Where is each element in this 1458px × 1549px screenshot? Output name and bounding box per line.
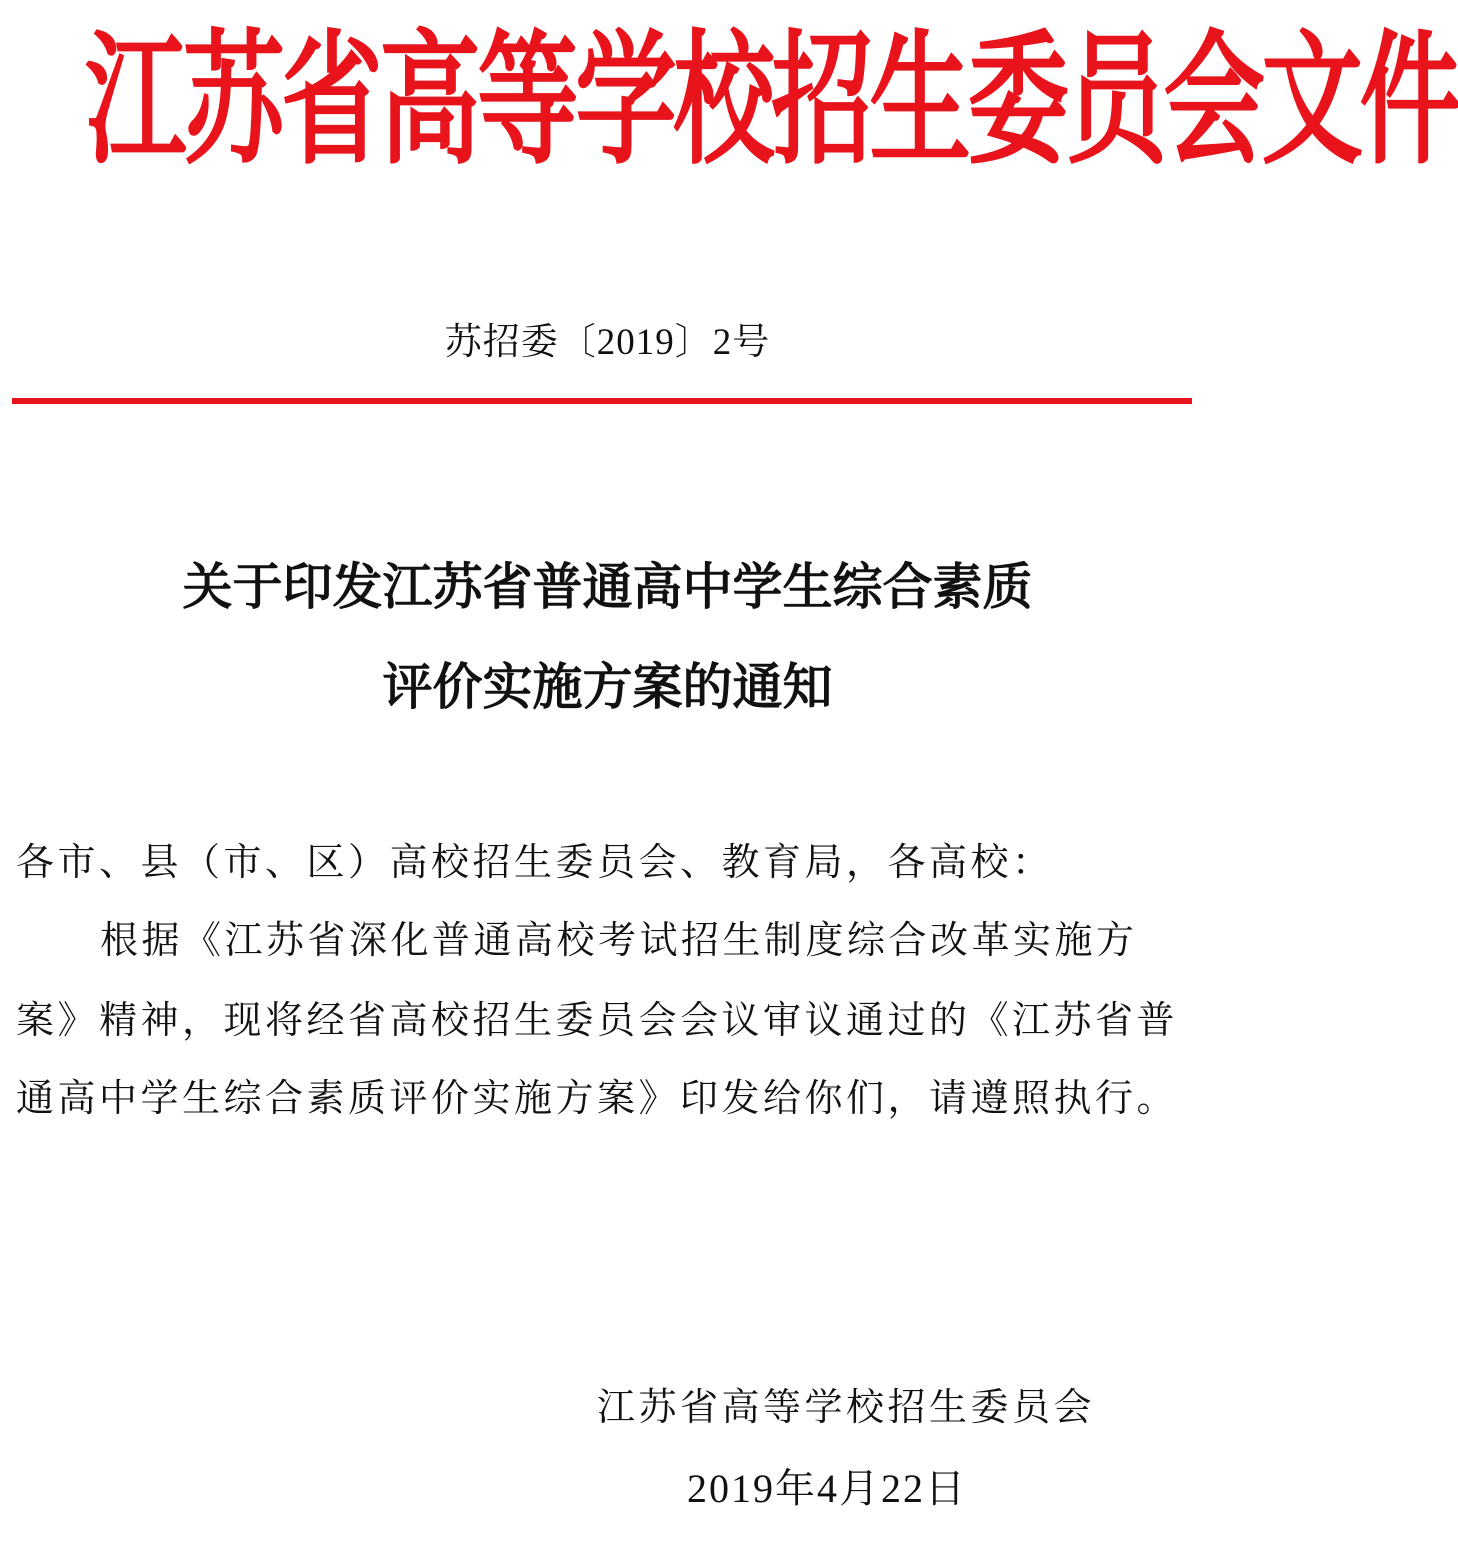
notice-title-line-1: 关于印发江苏省普通高中学生综合素质: [182, 557, 1033, 616]
signatory-name: 江苏省高等学校招生委员会: [597, 1385, 1096, 1429]
body-paragraph-line-1: 根据《江苏省深化普通高校考试招生制度综合改革实施方: [100, 918, 1138, 962]
body-paragraph-line-2: 案》精神，现将经省高校招生委员会会议审议通过的《江苏省普: [16, 998, 1179, 1042]
document-number: 苏招委〔2019〕2号: [444, 322, 771, 363]
body-paragraph-line-3: 通高中学生综合素质评价实施方案》印发给你们，请遵照执行。: [16, 1076, 1179, 1120]
issuer-header-title: 江苏省高等学校招生委员会文件: [85, 14, 1458, 185]
notice-title-line-2: 评价实施方案的通知: [382, 657, 833, 716]
issue-date: 2019年4月22日: [687, 1466, 967, 1511]
addressee-line: 各市、县（市、区）高校招生委员会、教育局，各高校：: [16, 840, 1054, 884]
red-divider-line: [12, 398, 1192, 404]
